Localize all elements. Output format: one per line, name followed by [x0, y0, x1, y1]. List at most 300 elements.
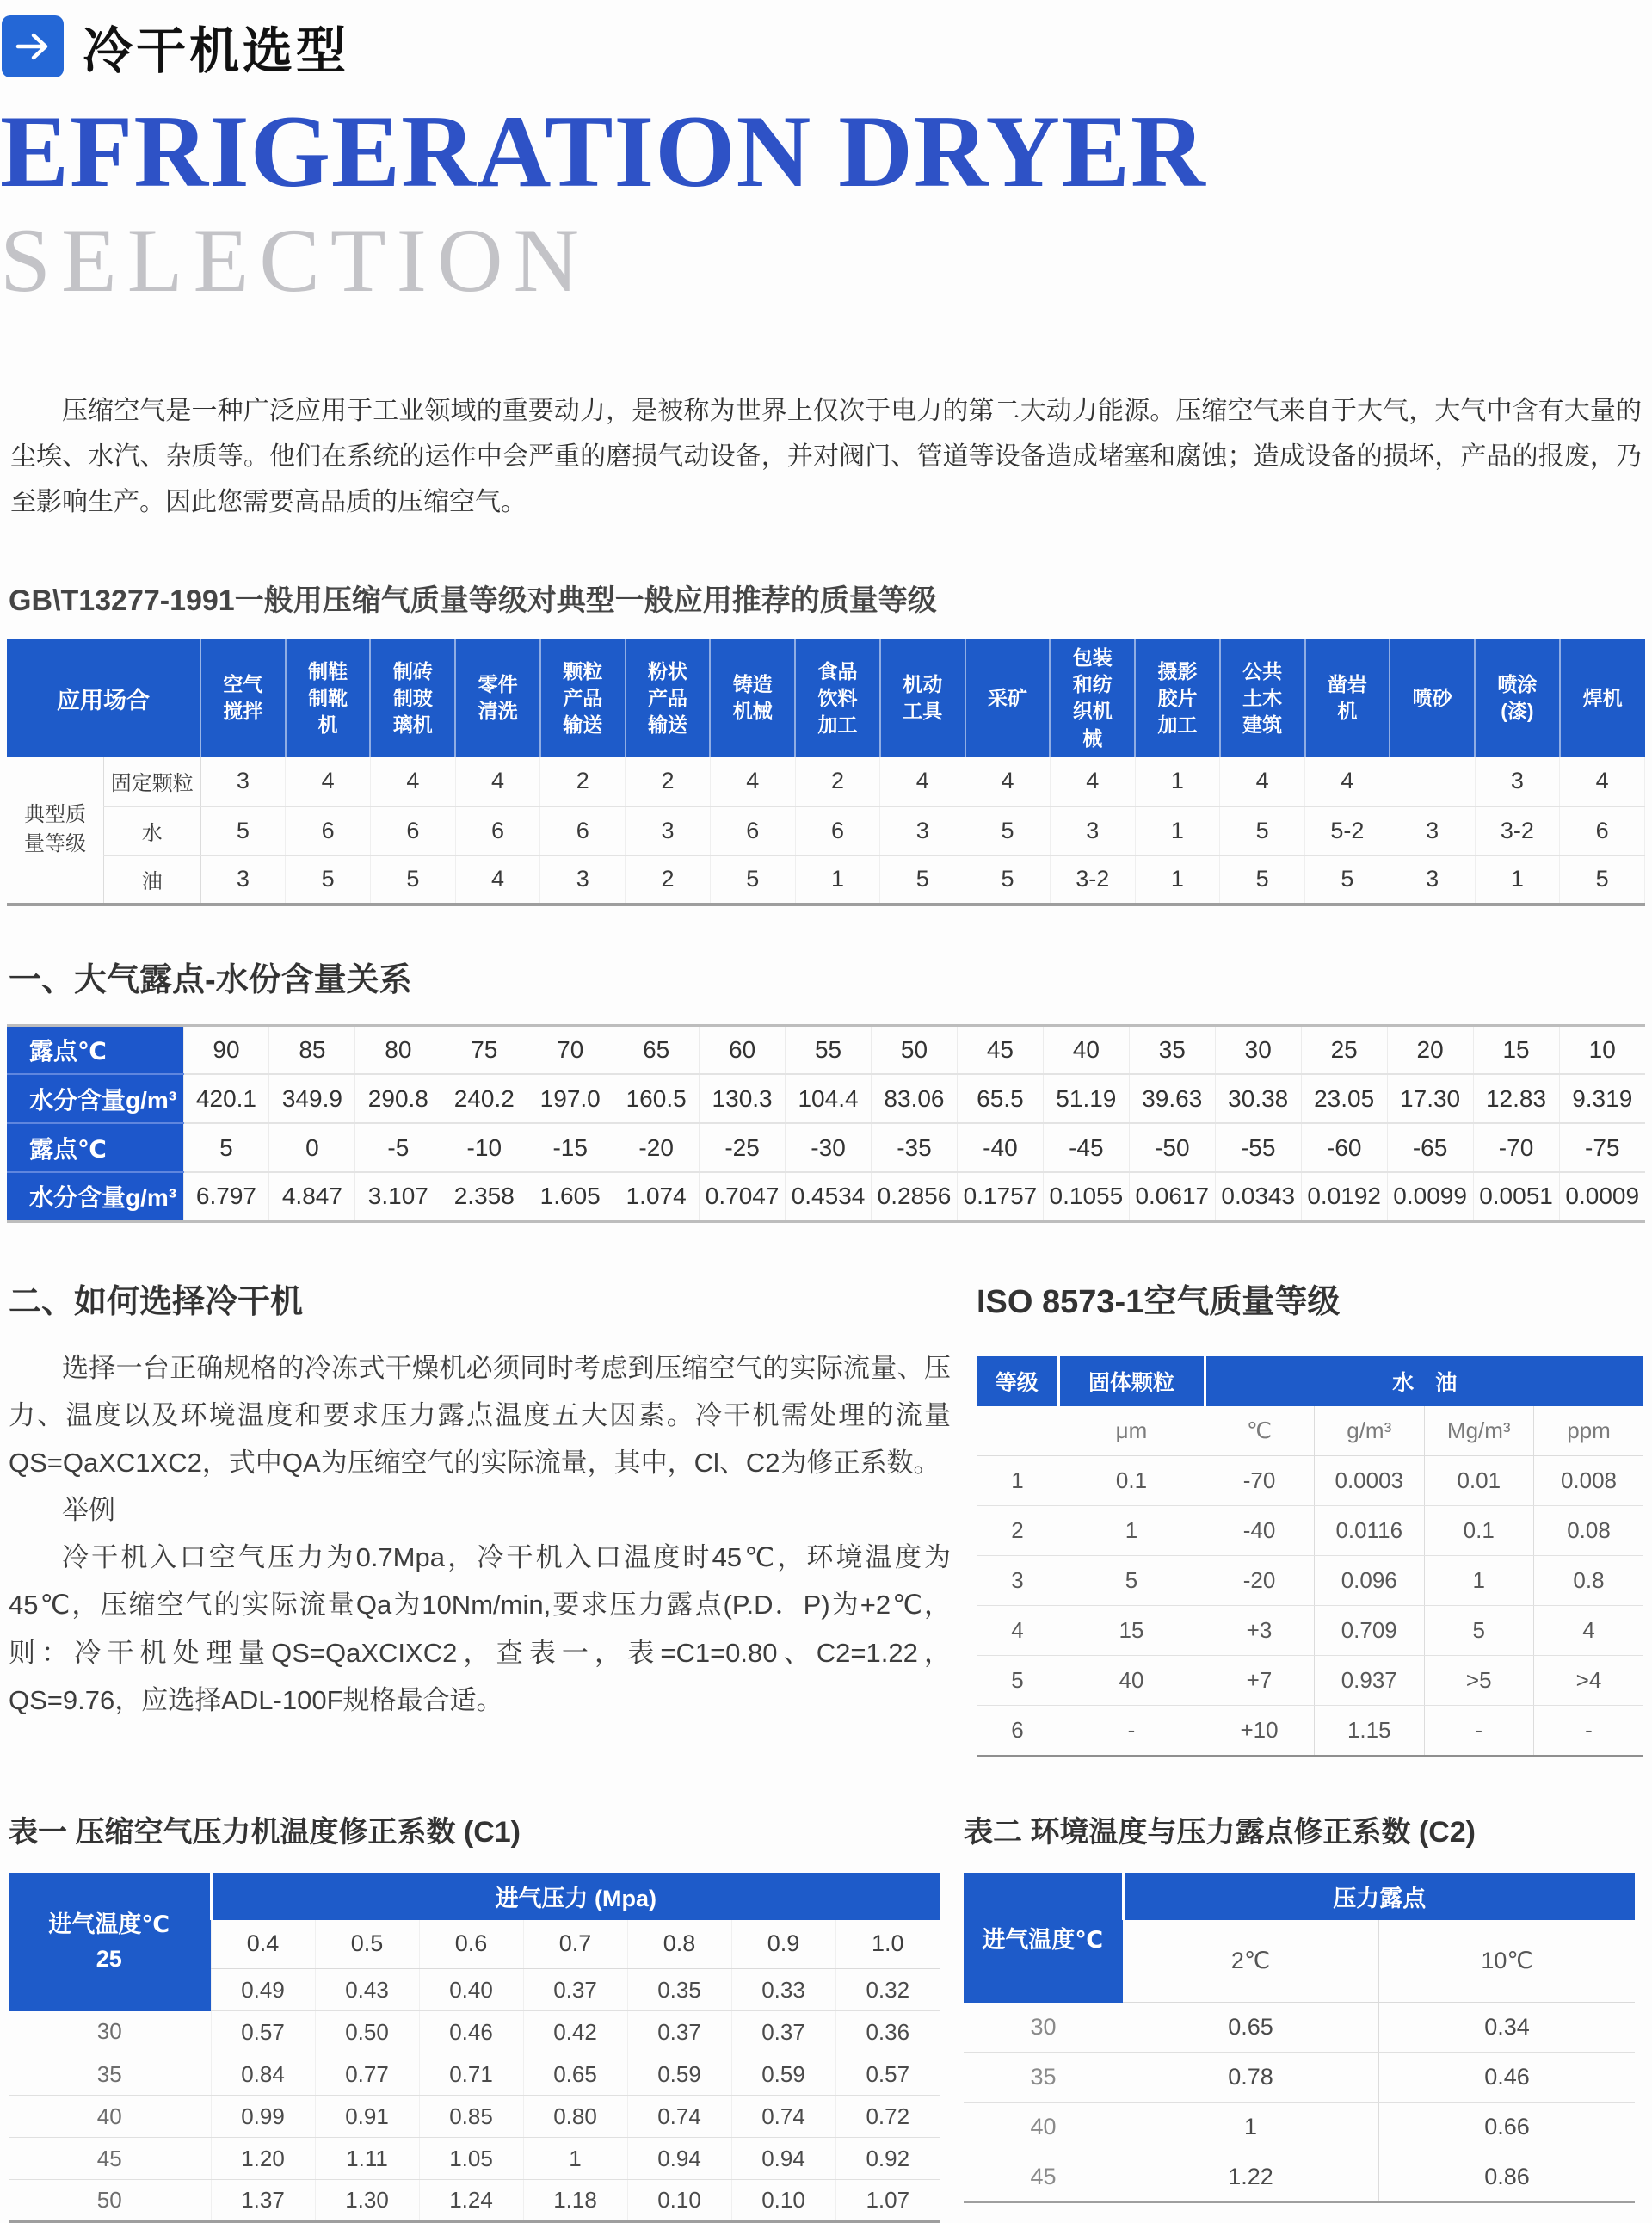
selection-paragraph-2: 冷干机入口空气压力为0.7Mpa，冷干机入口温度时45℃，环境温度为45℃，压缩空气的实际流量Qa为10Nm/min,要求压力露点(P.D．P)为+2℃，则：冷干机处理量QS=QaXCIXC2，查表一，表=C1=0.80、C2=1.22，QS=9.76，应选择ADL-100F规格最合适。 [9, 1542, 951, 1715]
table-cell: 0.77 [315, 2053, 419, 2096]
gb-quality-table [7, 639, 1645, 905]
row-label: 40 [9, 2096, 211, 2138]
table-cell: 0.10 [627, 2180, 731, 2222]
table-row [7, 1074, 1645, 1123]
arrow-right-icon-glyph [12, 26, 53, 67]
table-cell: 2 [977, 1506, 1058, 1556]
table-cell: 1.20 [211, 2138, 315, 2180]
table-cell: 1.605 [527, 1172, 613, 1221]
table-cell: -40 [957, 1123, 1043, 1172]
table-cell: 4 [1305, 757, 1390, 806]
table-cell: 3 [540, 855, 626, 905]
table-cell: 2.358 [441, 1172, 527, 1221]
table-cell: 0.0617 [1129, 1172, 1215, 1221]
c1-corner-temp: 25 [96, 1946, 122, 1973]
gb-header-row [7, 639, 1645, 756]
table-cell: 6 [795, 806, 880, 855]
table-cell: 290.8 [355, 1074, 441, 1123]
table-cell: 65 [613, 1025, 700, 1074]
table-cell: 1.24 [419, 2180, 523, 2222]
table-cell: 5 [183, 1123, 269, 1172]
table-cell: 1.37 [211, 2180, 315, 2222]
column-header: 颗粒产品输送 [540, 639, 626, 756]
table-cell: 4 [1534, 1606, 1644, 1656]
table-cell: 5 [1424, 1606, 1534, 1656]
iso-subheader-row [977, 1406, 1643, 1456]
table-cell: 6 [710, 806, 795, 855]
table-row [9, 2011, 940, 2053]
iso-particle-header: 固体颗粒 [1058, 1356, 1205, 1406]
table-cell: 3 [1390, 806, 1475, 855]
column-header: 机动工具 [880, 639, 965, 756]
table-cell: 0 [269, 1123, 355, 1172]
table-cell: 1 [523, 2138, 627, 2180]
iso-table-body [977, 1456, 1643, 1756]
pressure-header: 0.8 [627, 1920, 731, 1969]
table-cell: 1.074 [613, 1172, 700, 1221]
selection-guide-column [9, 1275, 951, 1757]
table-cell: 0.1055 [1043, 1172, 1129, 1221]
table-cell: 4 [1560, 757, 1645, 806]
table-cell: 1 [1135, 855, 1220, 905]
table-cell: 160.5 [613, 1074, 700, 1123]
table-row [977, 1506, 1643, 1556]
table-cell [1390, 757, 1475, 806]
table-row [964, 2103, 1635, 2152]
table-cell: 4 [455, 855, 540, 905]
table-cell: 1 [795, 855, 880, 905]
table-row [977, 1456, 1643, 1506]
c2-table-body [964, 2003, 1635, 2202]
table-row [977, 1556, 1643, 1606]
table-cell: 1.07 [835, 2180, 940, 2222]
table-row [7, 1123, 1645, 1172]
table-cell: 40 [1058, 1656, 1205, 1706]
dewpoint-header: 10℃ [1379, 1920, 1636, 2003]
table-cell: 2 [795, 757, 880, 806]
table-cell: -70 [1205, 1456, 1315, 1506]
table-cell: 5 [1560, 855, 1645, 905]
table-cell: 3 [200, 855, 286, 905]
table-cell: 0.709 [1315, 1606, 1425, 1656]
table-cell: 5 [710, 855, 795, 905]
c1-corner-label: 进气温度℃ [48, 1911, 170, 1937]
c1-header-row [9, 1873, 940, 1920]
table-cell: 0.2856 [872, 1172, 958, 1221]
unit-header: ppm [1534, 1406, 1644, 1456]
table-cell: -40 [1205, 1506, 1315, 1556]
column-header: 食品饮料加工 [795, 639, 880, 756]
c2-column [964, 1808, 1643, 2223]
table-cell: 40 [1043, 1025, 1129, 1074]
table-cell: 0.65 [523, 2053, 627, 2096]
table-cell: 0.42 [523, 2011, 627, 2053]
table-cell: 23.05 [1301, 1074, 1387, 1123]
table-cell: 0.0003 [1315, 1456, 1425, 1506]
table-cell: -50 [1129, 1123, 1215, 1172]
table-cell: 0.85 [419, 2096, 523, 2138]
table-cell: 0.1 [1058, 1456, 1205, 1506]
pressure-header: 0.5 [315, 1920, 419, 1969]
unit-header: g/m³ [1315, 1406, 1425, 1456]
table-cell: 0.008 [1534, 1456, 1644, 1506]
table-cell: 0.94 [731, 2138, 835, 2180]
table-row [9, 2180, 940, 2222]
table-cell: 51.19 [1043, 1074, 1129, 1123]
table-cell: 6 [977, 1706, 1058, 1756]
table-row [7, 757, 1645, 806]
table-cell: 50 [872, 1025, 958, 1074]
table-cell: 5 [977, 1656, 1058, 1706]
gb-table-heading: GB\T13277-1991一般用压缩气质量等级对典型一般应用推荐的质量等级 [9, 584, 937, 618]
c1-pressure-span-header: 进气压力 (Mpa) [211, 1873, 940, 1920]
table-cell: 17.30 [1387, 1074, 1473, 1123]
table-cell: 0.49 [211, 1969, 315, 2011]
table-cell: 3 [1475, 757, 1560, 806]
pressure-header: 0.9 [731, 1920, 835, 1969]
table-cell: 0.57 [835, 2053, 940, 2096]
table-cell: -55 [1215, 1123, 1301, 1172]
table-cell: 0.37 [627, 2011, 731, 2053]
table-cell: 30.38 [1215, 1074, 1301, 1123]
table-cell: 60 [700, 1025, 786, 1074]
bottom-two-column-area [9, 1808, 1643, 2223]
table-cell: 4 [455, 757, 540, 806]
table-row [977, 1706, 1643, 1756]
table-cell: 25 [1301, 1025, 1387, 1074]
table-cell: 3.107 [355, 1172, 441, 1221]
table-cell: 0.46 [1379, 2053, 1636, 2103]
iso-table-heading: ISO 8573-1空气质量等级 [977, 1283, 1341, 1320]
iso-grade-header: 等级 [977, 1356, 1058, 1406]
page-title-english: EFRIGERATION DRYER [0, 94, 1206, 208]
table-cell: -75 [1559, 1123, 1645, 1172]
table-cell: 0.74 [731, 2096, 835, 2138]
table-cell: 15 [1058, 1606, 1205, 1656]
table-cell: 2 [626, 855, 711, 905]
table-cell: 0.94 [627, 2138, 731, 2180]
table-row [7, 806, 1645, 855]
table-cell: 30 [1215, 1025, 1301, 1074]
table-cell: 5 [965, 855, 1051, 905]
table-cell: 3 [1390, 855, 1475, 905]
page-title: 冷干机选型 [83, 23, 350, 79]
table-cell: 0.92 [835, 2138, 940, 2180]
row-label: 35 [964, 2053, 1123, 2103]
pressure-header: 0.4 [211, 1920, 315, 1969]
row-label: 水分含量g/m³ [7, 1074, 183, 1123]
table-cell: 4 [1050, 757, 1135, 806]
table-cell: 0.1 [1424, 1506, 1534, 1556]
table-cell: 1 [977, 1456, 1058, 1506]
table-cell: 45 [957, 1025, 1043, 1074]
table-cell: 0.71 [419, 2053, 523, 2096]
table-cell: 0.40 [419, 1969, 523, 2011]
row-label: 固定颗粒 [104, 757, 201, 806]
gb-table-body [7, 757, 1645, 905]
table-cell: 0.37 [523, 1969, 627, 2011]
table-cell: 0.43 [315, 1969, 419, 2011]
table-cell: 4 [965, 757, 1051, 806]
table-cell: 0.08 [1534, 1506, 1644, 1556]
table-cell: 6 [370, 806, 455, 855]
arrow-right-icon [2, 15, 64, 77]
unit-header [977, 1406, 1058, 1456]
row-label: 30 [964, 2003, 1123, 2053]
table-cell: 0.01 [1424, 1456, 1534, 1506]
table-cell: 55 [786, 1025, 872, 1074]
table-cell: - [1534, 1706, 1644, 1756]
table-cell: 5 [370, 855, 455, 905]
table-cell: 5 [1220, 806, 1305, 855]
table-cell: +3 [1205, 1606, 1315, 1656]
pressure-header: 1.0 [835, 1920, 940, 1969]
table-cell: 0.10 [731, 2180, 835, 2222]
column-header: 包装和纺织机械 [1050, 639, 1135, 756]
c2-dewpoint-span-header: 压力露点 [1123, 1873, 1635, 1920]
table-cell: -45 [1043, 1123, 1129, 1172]
table-cell: - [1424, 1706, 1534, 1756]
c2-table-heading: 表二 环境温度与压力露点修正系数 (C2) [964, 1815, 1476, 1849]
table-cell: 0.46 [419, 2011, 523, 2053]
table-cell: 5-2 [1305, 806, 1390, 855]
table-cell: 4 [286, 757, 371, 806]
section2-heading: 二、如何选择冷干机 [9, 1283, 304, 1320]
table-cell: 39.63 [1129, 1074, 1215, 1123]
table-cell: 3-2 [1475, 806, 1560, 855]
iso-air-quality-table [977, 1356, 1643, 1757]
table-cell: 3 [880, 806, 965, 855]
table-cell: 80 [355, 1025, 441, 1074]
table-cell: 4 [1220, 757, 1305, 806]
table-cell: 1.05 [419, 2138, 523, 2180]
column-header: 采矿 [965, 639, 1051, 756]
table-cell: 130.3 [700, 1074, 786, 1123]
table-cell: 3-2 [1050, 855, 1135, 905]
table-cell: 5 [200, 806, 286, 855]
table-cell: -20 [1205, 1556, 1315, 1606]
gb-corner-cell: 应用场合 [7, 639, 200, 756]
table-cell: 0.80 [523, 2096, 627, 2138]
table-cell: 9.319 [1559, 1074, 1645, 1123]
table-cell: 0.0099 [1387, 1172, 1473, 1221]
table-cell: 104.4 [786, 1074, 872, 1123]
table-cell: +10 [1205, 1706, 1315, 1756]
dewpoint-moisture-table [7, 1024, 1645, 1223]
table-cell: 0.84 [211, 2053, 315, 2096]
table-cell: 0.72 [835, 2096, 940, 2138]
table-cell: 0.34 [1379, 2003, 1636, 2053]
page-title-english-line2: SELECTION [0, 210, 590, 311]
table-cell: 0.36 [835, 2011, 940, 2053]
table-cell: -10 [441, 1123, 527, 1172]
table-cell: -60 [1301, 1123, 1387, 1172]
table-row [9, 2053, 940, 2096]
table-cell: 0.37 [731, 2011, 835, 2053]
dewpoint-header: 2℃ [1123, 1920, 1379, 2003]
intro-paragraph: 压缩空气是一种广泛应用于工业领域的重要动力，是被称为世界上仅次于电力的第二大动力能源。压缩空气来自于大气，大气中含有大量的尘埃、水汽、杂质等。他们在系统的运作中会严重的磨损气动设备，并对阀门、管道等设备造成堵塞和腐蚀；造成设备的损坏，产品的报废，乃至影响生产。因此您需要高品质的压缩空气。 [10, 397, 1642, 516]
table-cell: 0.66 [1379, 2103, 1636, 2152]
table-cell: 0.35 [627, 1969, 731, 2011]
table-cell: 4 [710, 757, 795, 806]
row-label: 油 [104, 855, 201, 905]
column-header: 焊机 [1560, 639, 1645, 756]
row-label: 30 [9, 2011, 211, 2053]
row-label: 45 [964, 2152, 1123, 2202]
table-cell: 0.0009 [1559, 1172, 1645, 1221]
table-cell: 0.65 [1123, 2003, 1379, 2053]
iso-column [977, 1275, 1643, 1757]
table-cell: 1 [1475, 855, 1560, 905]
c2-header-row [964, 1873, 1635, 1920]
table-row [7, 855, 1645, 905]
column-header: 铸造机械 [710, 639, 795, 756]
table-cell: -30 [786, 1123, 872, 1172]
table-cell: 90 [183, 1025, 269, 1074]
iso-water-oil-header: 水 油 [1205, 1356, 1643, 1406]
table-cell: 4 [370, 757, 455, 806]
c1-corner-cell [9, 1873, 211, 2011]
table-cell: 0.8 [1534, 1556, 1644, 1606]
table-cell: 1.15 [1315, 1706, 1425, 1756]
table-cell: 197.0 [527, 1074, 613, 1123]
table-row [964, 2152, 1635, 2202]
selection-paragraph-1: 选择一台正确规格的冷冻式干燥机必须同时考虑到压缩空气的实际流量、压力、温度以及环境温度和要求压力露点温度五大因素。冷干机需处理的流量QS=QaXC1XC2，式中QA为压缩空气的实际流量，其中，Cl、C2为修正系数。 [9, 1352, 951, 1478]
row-label: 露点℃ [7, 1123, 183, 1172]
table-cell: 0.33 [731, 1969, 835, 2011]
table-cell: 85 [269, 1025, 355, 1074]
dew-table-body [7, 1025, 1645, 1221]
table-cell: 1 [1424, 1556, 1534, 1606]
section1-heading: 一、大气露点-水份含量关系 [9, 961, 412, 998]
table-cell: 6 [540, 806, 626, 855]
table-cell: 420.1 [183, 1074, 269, 1123]
table-cell: 3 [977, 1556, 1058, 1606]
table-row [9, 2096, 940, 2138]
row-group-label: 典型质量等级 [7, 757, 104, 905]
table-cell: 3 [1050, 806, 1135, 855]
table-cell: 5 [1220, 855, 1305, 905]
table-cell: 240.2 [441, 1074, 527, 1123]
table-cell: 4.847 [269, 1172, 355, 1221]
table-cell: 6 [1560, 806, 1645, 855]
table-cell: 1.30 [315, 2180, 419, 2222]
table-cell: 0.91 [315, 2096, 419, 2138]
column-header: 空气搅拌 [200, 639, 286, 756]
column-header: 凿岩机 [1305, 639, 1390, 756]
table-cell: 0.0192 [1301, 1172, 1387, 1221]
table-cell: -15 [527, 1123, 613, 1172]
column-header: 零件清洗 [455, 639, 540, 756]
table-cell: 6 [455, 806, 540, 855]
table-row [964, 2053, 1635, 2103]
table-cell: 0.0051 [1473, 1172, 1559, 1221]
table-cell: 70 [527, 1025, 613, 1074]
unit-header: ℃ [1205, 1406, 1315, 1456]
table-row [7, 1025, 1645, 1074]
table-cell: 12.83 [1473, 1074, 1559, 1123]
table-cell: 4 [977, 1606, 1058, 1656]
table-cell: 0.4534 [786, 1172, 872, 1221]
table-cell: - [1058, 1706, 1205, 1756]
table-cell: 1.11 [315, 2138, 419, 2180]
selection-example-label: 举例 [62, 1495, 115, 1526]
table-cell: -20 [613, 1123, 700, 1172]
table-cell: 349.9 [269, 1074, 355, 1123]
table-cell: -25 [700, 1123, 786, 1172]
table-cell: -35 [872, 1123, 958, 1172]
table-cell: 20 [1387, 1025, 1473, 1074]
table-cell: 65.5 [957, 1074, 1043, 1123]
iso-header-row [977, 1356, 1643, 1406]
table-cell: 0.7047 [700, 1172, 786, 1221]
table-cell: 0.937 [1315, 1656, 1425, 1706]
table-row [9, 2138, 940, 2180]
table-cell: 0.0343 [1215, 1172, 1301, 1221]
table-cell: 1 [1135, 757, 1220, 806]
row-label: 40 [964, 2103, 1123, 2152]
table-cell: 0.99 [211, 2096, 315, 2138]
c1-table-body [9, 2011, 940, 2222]
column-header: 制砖制玻璃机 [370, 639, 455, 756]
table-cell: -5 [355, 1123, 441, 1172]
table-row [977, 1606, 1643, 1656]
table-cell: 3 [200, 757, 286, 806]
table-cell: 0.78 [1123, 2053, 1379, 2103]
c2-corner-cell: 进气温度℃ [964, 1873, 1123, 2003]
table-cell: 83.06 [872, 1074, 958, 1123]
c1-column [9, 1808, 942, 2223]
table-cell: -70 [1473, 1123, 1559, 1172]
table-cell: 5 [965, 806, 1051, 855]
table-cell: 3 [626, 806, 711, 855]
table-cell: >5 [1424, 1656, 1534, 1706]
table-cell: 6 [286, 806, 371, 855]
row-label: 水分含量g/m³ [7, 1172, 183, 1221]
c1-correction-table [9, 1873, 940, 2223]
unit-header: μm [1058, 1406, 1205, 1456]
table-cell: 0.59 [731, 2053, 835, 2096]
column-header: 公共土木建筑 [1220, 639, 1305, 756]
column-header: 制鞋制靴机 [286, 639, 371, 756]
row-label: 露点℃ [7, 1025, 183, 1074]
row-label: 水 [104, 806, 201, 855]
table-cell: 1.22 [1123, 2152, 1379, 2202]
table-cell: >4 [1534, 1656, 1644, 1706]
table-cell: 0.1757 [957, 1172, 1043, 1221]
table-cell: 2 [540, 757, 626, 806]
table-cell: +7 [1205, 1656, 1315, 1706]
pressure-header: 0.6 [419, 1920, 523, 1969]
row-label: 50 [9, 2180, 211, 2222]
table-cell: 15 [1473, 1025, 1559, 1074]
middle-two-column-area [9, 1275, 1643, 1757]
table-cell: 0.57 [211, 2011, 315, 2053]
table-cell: 1 [1123, 2103, 1379, 2152]
table-cell: 2 [626, 757, 711, 806]
table-row [7, 1172, 1645, 1221]
table-cell: 1 [1135, 806, 1220, 855]
table-cell: -65 [1387, 1123, 1473, 1172]
column-header: 摄影胶片加工 [1135, 639, 1220, 756]
doc-header [0, 10, 1652, 83]
table-cell: 75 [441, 1025, 527, 1074]
row-label: 35 [9, 2053, 211, 2096]
column-header: 喷涂(漆) [1475, 639, 1560, 756]
table-cell: 6.797 [183, 1172, 269, 1221]
table-cell: 10 [1559, 1025, 1645, 1074]
pressure-header: 0.7 [523, 1920, 627, 1969]
